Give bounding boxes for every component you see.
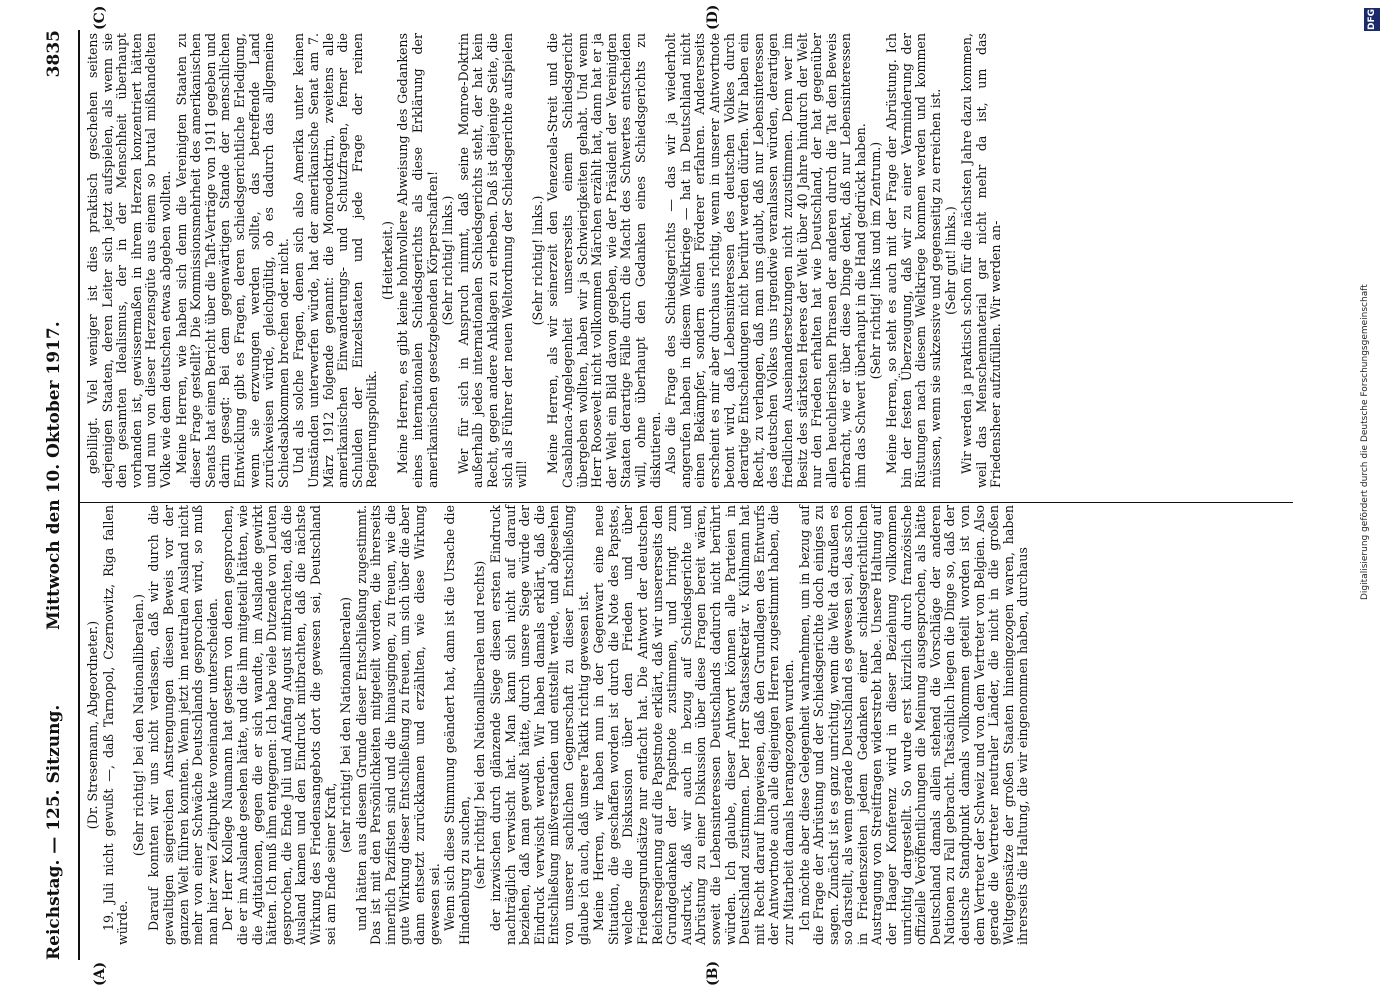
text-column-left: [86, 505, 1032, 945]
paragraph: (Sehr richtig! links.): [440, 195, 456, 326]
page-header: [44, 30, 72, 960]
digitization-note: Digitalisierung gefördert durch die Deutsche Forschungsgemeinschaft: [1360, 284, 1370, 600]
paragraph: Wenn sich diese Stimmung geändert hat, dann ist die Ursache die Hindenburg zu suchen,: [442, 505, 472, 945]
header-left: Reichstag. — 125. Sitzung.: [44, 704, 64, 960]
page-number: 3835: [44, 30, 64, 78]
paragraph: (Dr. Stresemann, Abgeordneter.): [85, 620, 100, 830]
paragraph: 19. Juli nicht gewußt —, daß Tarnopol, Czernowitz, Riga fallen würde.: [100, 505, 131, 945]
paragraph: Der Herr Kollege Naumann hat gestern von denen gesprochen, die er im Auslande gesehen hätte, und die ihm mitgeteilt hätten, wie die Agitationen, gegen die er sich wandte, im Auslande gewirkt hätten. Ich muß ihm entgegnen: Ich habe viele Dutzende von Leuten gesprochen, die Ende Juli und Anfang August mitbrachten, daß die Ausland kamen und den Eindruck mitbrachten, daß die nächste Wirkung des Friedensangebots dort die gewesen sei, Deutschland sei am Ende seiner Kraft,: [220, 505, 338, 945]
paragraph: Wer für sich in Anspruch nimmt, daß seine Monroe-Doktrin außerhalb jedes internationalen Schiedsgerichts steht, der hat kein Recht, gegen andere Anklagen zu erheben. Daß ist diejenige Seite, die sich als Führer der neuen Weltordnung der Schiedsgerichte aufspielen will!: [455, 33, 530, 488]
margin-marker-a: (A): [92, 961, 108, 986]
paragraph: Ich möchte aber diese Gelegenheit wahrnehmen, um in bezug auf die Frage der Abrüstung und der Schiedsgerichte doch einiges zu sagen. Zunächst ist es ganz unrichtig, wenn die Welt da draußen es so darstellt, als wenn gerade Deutschland es gewesen sei, das schon in Friedenszeiten jedem Gedanken einer schiedsgerichtlichen Austragung von Streitfragen widerstrebt habe. Unsere Haltung auf der Haager Konferenz wird in dieser Beziehung vollkommen unrichtig dargestellt. So wurde erst kürzlich durch französische offizielle Veröffentlichungen die Meinung ausgesprochen, als hätte Deutschland damals allein stehend die Vorschläge der anderen Nationen zu Fall gebracht. Tatsächlich liegen die Dinge so, daß der deutsche Standpunkt damals vollkommen geteilt worden ist von dem Vertreter der Schweiz und von dem Vertreter von Belgien. Also gerade die Vertreter neutraler Länder, die nicht in die großen Weltgegensätze der großen Staaten hineingezogen waren, haben ihrerseits die Haltung, die wir eingenommen haben, durchaus: [796, 505, 1031, 945]
paragraph: (Sehr gut! links.): [943, 206, 959, 315]
paragraph: Und als solche Fragen, denen sich also Amerika unter keinen Umständen unterwerfen würde, hat der amerikanische Senat am 7. März 1912 folgende genannt: die Monroedoktrin, zweitens alle amerikanischen Einwanderungs- und Schutzfragen, ferner die Schulden der Einzelstaaten und jede Frage der reinen Regierungspolitik.: [291, 33, 380, 488]
paragraph: (sehr richtig! bei den Nationalliberalen und rechts): [472, 560, 488, 890]
header-date: Mittwoch den 10. Oktober 1917.: [44, 321, 64, 630]
dfg-logo: DFG: [1364, 8, 1380, 31]
paragraph: Meine Herren, so steht es auch mit der Frage der Abrüstung. Ich bin der festen Überzeugung, daß wir zu einer Verminderung der Rüstungen nach diesem Weltkriege kommen werden und kommen müssen, wenn sie sukzessive und gegenseitig zu erreichen ist.: [884, 33, 943, 488]
paragraph: (sehr richtig! bei den Nationalliberalen): [338, 597, 354, 854]
paragraph: (Sehr richtig! bei den Nationalliberalen.): [130, 593, 146, 857]
paragraph: und hätten aus diesem Grunde dieser Entschließung zugestimmt. Das ist mit den Persönlichkeiten mitgeteilt worden, die ihrerseits innerlich Pazifisten sind und die hinausgingen, zu freuen, wie die gute Wirkung dieser Entschließung zu freuen, um sich über die aber dann entsetzt zurückkamen und erzählten, wie diese Wirkung gewesen sei.: [353, 505, 442, 945]
paragraph: Meine Herren, wie haben sich denn die Vereinigten Staaten zu dieser Frage gestellt? Die Kommissionsmehrheit des amerikanischen Senats hat einen Bericht über die Taft-Verträge von 1911 gegeben und darin gesagt: Bei dem gegenwärtigen Stande der menschlichen Entwicklung gibt es Fragen, deren schiedsgerichtliche Erledigung, wenn sie erzwungen werden sollte, das betreffende Land zurückweisen würde, gleichgültig, ob es dadurch das allgemeine Schiedsabkommen brechen oder nicht.: [173, 33, 291, 488]
paragraph: Also die Frage des Schiedsgerichts — das wir ja wiederholt angerufen haben in diesem Weltkriege — hat in Deutschland nicht einen Bekämpfer, sondern einen Förderer erfahren. Andererseits erscheint es mir aber durchaus richtig, wenn in unserer Antwortnote betont wird, daß Lebensinteressen des deutschen Volkes durch derartige Entscheidungen nicht berührt werden dürfen. Wir haben ein Recht, zu verlangen, daß man uns glaubt, daß nur Lebensinteressen des deutschen Volkes uns irgendwie veranlassen würden, derartigen friedlichen Auseinandersetzungen nicht zuzustimmen. Denn wer im Besitz des stärksten Heeres der Welt über 40 Jahre hindurch der Welt nur den Frieden erhalten hat wie Deutschland, der hat gegenüber allen heuchlerischen Phrasen der anderen durch die Tat den Beweis erbracht, wie er über diese Dinge denkt, daß nur Lebensinteressen ihm das Schwert überhaupt in die Hand gedrückt haben.: [663, 33, 868, 488]
column-divider: [80, 502, 1293, 503]
paragraph: Wir werden ja praktisch schon für die nächsten Jahre dazu kommen, weil das Menschenmaterial gar nicht mehr da ist, um das Friedensheer aufzufüllen. Wir werden an-: [959, 33, 1004, 488]
header-rule: [78, 30, 80, 960]
paragraph: (Heiterkeit.): [379, 221, 395, 300]
margin-marker-c: (C): [92, 5, 108, 30]
paragraph: Meine Herren, wir haben nun in der Gegenwart eine neue Situation, die geschaffen worden ist durch die Note des Papstes, welche die Diskussion über den Frieden und über Friedensgrundsätze nur entfacht hat. Die Antwort der deutschen Reichsregierung auf die Papstnote erklärt, daß wir unsererseits den Grundgedanken der Papstnote zustimmen, und bringt zum Ausdruck, daß wir auch in bezug auf Schiedsgerichte und Abrüstung zu einer Diskussion über diese Fragen bereit wären, soweit die Lebensinteressen Deutschlands dadurch nicht berührt würden. Ich glaube, dieser Antwort können alle Parteien in Deutschland zustimmen. Der Herr Staatssekretär v. Kühlmann hat mit Recht darauf hingewiesen, daß den Grundlagen des Entwurfs der Antwortnote auch alle diejenigen Herren zugestimmt haben, die zur Mitarbeit damals herangezogen wurden.: [591, 505, 796, 945]
text-column-right: [86, 33, 1005, 488]
margin-marker-d: (D): [705, 4, 721, 30]
margin-marker-b: (B): [705, 960, 721, 986]
paragraph: Meine Herren, als wir seinerzeit den Venezuela-Streit und die Casablanca-Angelegenheit unsererseits einem Schiedsgericht übergeben wollten, haben wir ja Schwierigkeiten gehabt. Und wenn Herr Roosevelt nicht vollkommen Märchen erzählt hat, dann hat er ja der Welt ein Bild davon gegeben, wie der Präsident der Vereinigten Staaten derartige Fälle durch die Macht des Schwertes entscheiden will, ohne überhaupt den Gedanken eines Schiedsgerichts zu diskutieren.: [545, 33, 663, 488]
paragraph: Darauf konnten wir uns nicht verlassen, daß wir durch die gewaltigen siegreichen Anstrengungen diesen Beweis vor der ganzen Welt führen konnten. Wenn jetzt im neutralen Ausland nicht mehr von einer Schwäche Deutschlands gesprochen wird, so muß man hier zwei Zeitpunkte voneinander unterscheiden.: [146, 505, 220, 945]
paragraph: (Sehr richtig! links und im Zentrum.): [868, 141, 884, 380]
paragraph: Meine Herren, es gibt keine hohnvollere Abweisung des Gedankens eines internationalen Schiedsgerichts als diese Erklärung der amerikanischen gesetzgebenden Körperschaften!: [395, 33, 440, 488]
paragraph: gebilligt. Viel weniger ist dies praktisch geschehen seitens derjenigen Staaten, deren Leiter sich jetzt aufspielen, als wenn sie den gesamten Idealismus, der in der Menschheit überhaupt vorhanden ist, gewissermaßen in ihrem Herzen konzentriert hätten und nun von dieser Herzensgüte aus einem so brutal mißhandelten Volke wie dem deutschen etwas abgeben wollten.: [85, 33, 173, 488]
paragraph: der inzwischen durch glänzende Siege diesen ersten Eindruck nachträglich verwischt hat. Man kann sich nicht auf darauf beziehen, daß man gewußt hätte, durch unsere Siege würde der Eindruck verwischt werden. Wir haben damals erklärt, daß die Entschließung mißverstanden und entstellt werde, und abgesehen von unserer sachlichen Gegnerschaft zu dieser Entschließung glaube ich auch, daß unsere Taktik richtig gewesen ist.: [488, 505, 591, 945]
paragraph: (Sehr richtig! links.): [529, 195, 545, 326]
